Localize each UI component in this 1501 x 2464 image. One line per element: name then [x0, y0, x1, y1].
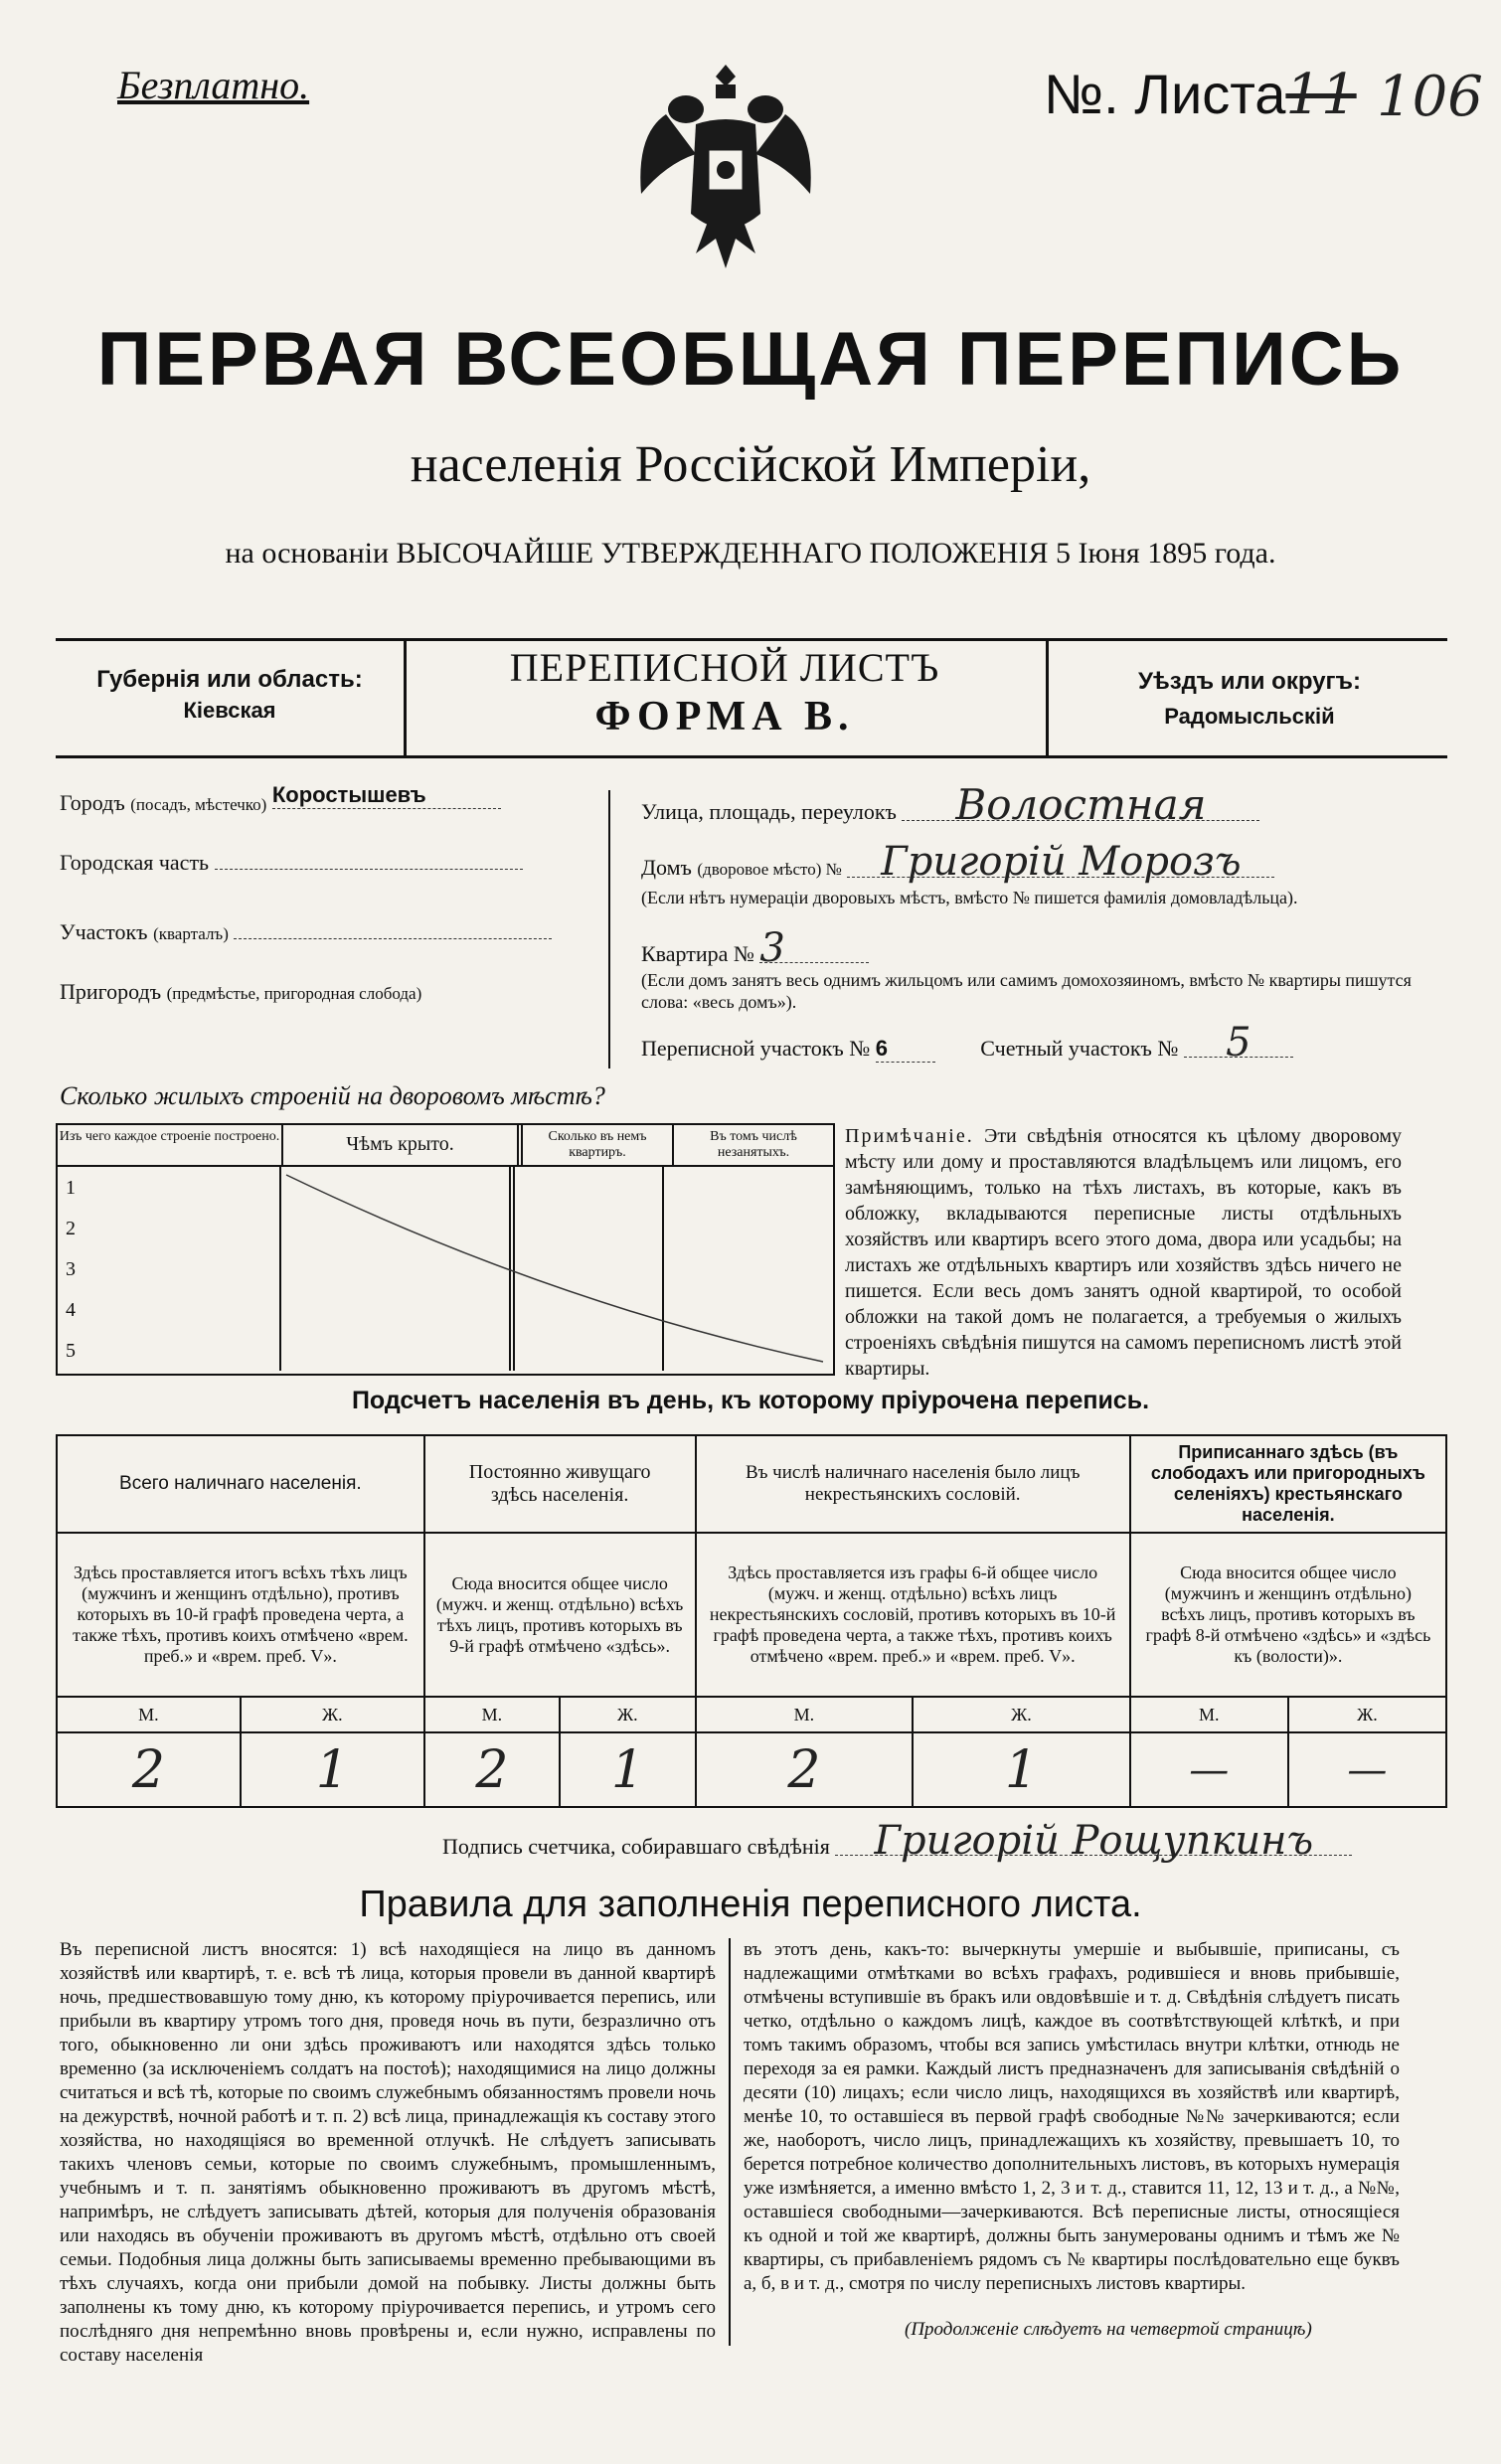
count-area-value: 5	[1184, 1029, 1293, 1058]
population-head-row	[57, 1435, 1446, 1533]
building-row-number: 3	[58, 1248, 281, 1289]
precinct-hint: (кварталъ)	[153, 924, 229, 943]
pop-m-value-0: 2	[57, 1732, 241, 1807]
population-mf-row	[57, 1697, 1446, 1732]
pop-desc-0: Здѣсь проставляется итогъ всѣхъ тѣхъ лицъ (мужчинъ и женщинъ отдѣльно), противъ которыхъ въ 10-й графѣ проведена черта, а также тѣхъ, противъ коихъ отмѣчено «врем. преб.» и «врем. преб. V».	[57, 1533, 424, 1697]
pop-f-value-0: 1	[241, 1732, 424, 1807]
signature-value: Григорій Рощупкинъ	[835, 1827, 1352, 1856]
pop-f-label-3: Ж.	[1288, 1697, 1446, 1732]
house-hint: (дворовое мѣсто) №	[697, 860, 842, 879]
house-row	[641, 839, 1436, 885]
page-subtitle: населенія Россійской Имперіи,	[410, 436, 1091, 493]
district-label: Уѣздъ или округъ:	[1137, 668, 1362, 695]
precinct-row	[60, 919, 552, 945]
pop-desc-1: Сюда вносится общее число (мужч. и женщ. отдѣльно) всѣхъ тѣхъ лицъ, противъ которыхъ въ 9-й графѣ отмѣчено «здѣсь».	[424, 1533, 696, 1697]
province-box	[56, 638, 407, 755]
buildings-header-vacant: Въ томъ числѣ незанятыхъ.	[710, 1129, 797, 1160]
pop-head-3: Приписаннаго здѣсь (въ слободахъ или пригородныхъ селеніяхъ) крестьянскаго населенія.	[1130, 1435, 1446, 1533]
pop-f-label-2: Ж.	[913, 1697, 1130, 1732]
rules-continued: (Продолженіе слѣдуетъ на четвертой страницѣ)	[905, 2319, 1312, 2340]
suburb-row	[60, 979, 421, 1005]
buildings-question: Сколько жилыхъ строеній на дворовомъ мѣстѣ?	[60, 1081, 605, 1110]
house-note: (Если нѣтъ нумераціи дворовыхъ мѣстъ, вмѣсто № пишется фамилія домовладѣльца).	[641, 888, 1298, 907]
signature-label: Подпись счетчика, собиравшаго свѣдѣнія	[442, 1834, 830, 1859]
building-row-number: 2	[58, 1208, 281, 1248]
signature-row	[442, 1818, 1436, 1864]
building-row-number: 1	[58, 1167, 281, 1208]
street-value: Волостная	[902, 790, 1259, 821]
town-row	[60, 782, 596, 817]
building-row-number: 4	[58, 1289, 281, 1330]
strike-through-line	[58, 1165, 833, 1374]
street-label: Улица, площадь, переулокъ	[641, 799, 897, 824]
province-value: Кіевская	[183, 698, 276, 723]
city-part-label: Городская часть	[60, 850, 210, 875]
pop-m-label-3: М.	[1130, 1697, 1288, 1732]
pop-f-value-1: 1	[560, 1732, 695, 1807]
pop-f-label-1: Ж.	[560, 1697, 695, 1732]
pop-head-1: Постоянно живущаго здѣсь населенія.	[424, 1435, 696, 1533]
coat-of-arms-icon	[626, 55, 825, 293]
address-divider	[608, 790, 610, 1068]
areas-row	[641, 1020, 1436, 1066]
province-label: Губернія или область:	[96, 666, 363, 693]
population-title: Подсчетъ населенія въ день, къ которому пріурочена перепись.	[351, 1387, 1150, 1414]
census-area-value: 6	[876, 1036, 935, 1063]
town-label: Городъ	[60, 790, 125, 815]
pop-desc-2: Здѣсь проставляется изъ графы 6-й общее число (мужч. и женщ. отдѣльно) всѣхъ лицъ некрестьянскихъ сословій, противъ которыхъ въ 10-й графѣ проведена черта, а также тѣхъ, противъ коихъ отмѣчено «врем. преб.» и «врем. преб. V».	[696, 1533, 1130, 1697]
building-row-number: 5	[58, 1330, 281, 1371]
buildings-header-row	[58, 1125, 833, 1167]
population-table	[56, 1434, 1447, 1808]
apartment-row	[641, 925, 869, 971]
pop-m-label-1: М.	[424, 1697, 560, 1732]
rules-title: Правила для заполненія переписного листа.	[359, 1884, 1142, 1925]
district-value: Радомысльскій	[1164, 704, 1335, 729]
house-value: Григорій Морозъ	[847, 847, 1274, 878]
count-area-label: Счетный участокъ №	[980, 1036, 1179, 1061]
buildings-header-material: Изъ чего каждое строеніе построено.	[58, 1125, 283, 1165]
district-box	[1046, 638, 1450, 755]
pop-f-value-3: —	[1288, 1732, 1446, 1807]
town-hint: (посадъ, мѣстечко)	[130, 795, 267, 814]
population-values-row	[57, 1732, 1446, 1807]
pop-m-value-1: 2	[424, 1732, 560, 1807]
census-area-label: Переписной участокъ №	[641, 1036, 871, 1061]
buildings-note-title: Примѣчаніе.	[845, 1125, 974, 1147]
pop-m-label-2: М.	[696, 1697, 914, 1732]
header-rule-bottom	[56, 755, 1447, 758]
suburb-hint: (предмѣстье, пригородная слобода)	[166, 984, 422, 1003]
buildings-note-text: Эти свѣдѣнія относятся къ цѣлому дворовому мѣсту или дому и проставляются владѣльцемъ или лицомъ, его замѣняющимъ, только на тѣхъ листахъ, въ которые, какъ въ обложку, вкладываются переписные листы отдѣльныхъ хозяйствъ или квартиръ всего этого дома, двора или усадьбы; на листахъ же отдѣльныхъ квартиръ или хозяйствъ здѣсь ничего не пишется. Если весь домъ занятъ одной квартирой, то особой обложки на такой домъ не полагается, а требуемыя о жилыхъ строеніяхъ свѣдѣнія пишутся на самомъ переписномъ листѣ этой квартиры.	[845, 1125, 1403, 1380]
pop-f-label-0: Ж.	[241, 1697, 424, 1732]
sheet-number-handwritten: 106	[1377, 65, 1483, 129]
buildings-table	[56, 1123, 835, 1376]
rules-right-column: въ этотъ день, какъ-то: вычеркнуты умершіе и выбывшіе, приписаны, съ надлежащими отмѣтками во всѣхъ графахъ, родившіеся и вновь прибывшіе, отмѣчены вступившіе въ бракъ или овдовѣвшіе и т. д. Свѣдѣнія слѣдуетъ писать четко, отдѣльно о каждомъ лицѣ, каждое въ соотвѣтствующей клѣткѣ, и при томъ такимъ образомъ, чтобы вся запись умѣстилась внутри клѣтки, отнюдь не переходя за ея рамки. Каждый листъ предназначенъ для записыванія свѣдѣній о десяти (10) лицахъ; если число лицъ, находящихся въ хозяйствѣ или квартирѣ, менѣе 10, то оставшіеся въ первой графѣ свободные №№ зачеркиваются; если же, наоборотъ, число лицъ, принадлежащихъ къ хозяйству, превышаетъ 10, то берется потребное количество дополнительныхъ листовъ, въ которыхъ нумерація уже измѣняется, а именно вмѣсто 1, 2, 3 и т. д., ставится 11, 12, 13 и т. д., а №№, оставшіеся свободными—зачеркиваются. Всѣ переписные листы, относящіеся къ одной и той же квартирѣ, должны быть занумерованы однимъ и тѣмъ же № квартиры, съ прибавленіемъ рядомъ съ № квартиры послѣдовательно еще буквъ а, б, в и т. д., смотря по числу переписныхъ листовъ квартиры.	[744, 1939, 1400, 2294]
apartment-label: Квартира №	[641, 941, 754, 966]
sheet-title: ПЕРЕПИСНОЙ ЛИСТЪ	[509, 645, 940, 690]
town-value: Коростышевъ	[272, 782, 501, 809]
form-name: ФОРМА В.	[594, 694, 855, 739]
form-title-box	[407, 638, 1043, 755]
pop-f-value-2: 1	[913, 1732, 1130, 1807]
city-part-row	[60, 850, 523, 876]
pop-desc-3: Сюда вносится общее число (мужчинъ и женщинъ отдѣльно) всѣхъ лицъ, противъ которыхъ въ графѣ 8-й отмѣчено «здѣсь» и «здѣсь къ (волости)».	[1130, 1533, 1446, 1697]
pop-head-0: Всего наличнаго населенія.	[57, 1435, 424, 1533]
pop-head-2: Въ числѣ наличнаго населенія было лицъ некрестьянскихъ сословій.	[696, 1435, 1130, 1533]
apartment-value: 3	[759, 934, 869, 963]
sheet-number-label: №. Листа	[1044, 63, 1286, 125]
population-desc-row	[57, 1533, 1446, 1697]
rules-left-column: Въ переписной листъ вносятся: 1) всѣ находящіеся на лицо въ данномъ хозяйствѣ или квартирѣ, т. е. всѣ тѣ лица, которыя провели въ данной квартирѣ ночь, предшествовавшую тому дню, къ которому пріурочивается перепись, или прибыли въ квартиру утромъ того дня, проведя ночь въ пути, безразлично отъ того, обыкновенно ли они здѣсь проживаютъ или находятся здѣсь только временно (за исключеніемъ солдатъ на постоѣ); находящимися на лицо должны считаться и всѣ тѣ, которые по своимъ служебнымъ обязанностямъ провели ночь на дежурствѣ, ночной работѣ и т. п. 2) всѣ лица, принадлежащія къ составу этого хозяйства, но находящіяся во временной отлучкѣ. Не слѣдуетъ записывать такихъ членовъ семьи, которые по своимъ служебнымъ, промышленнымъ, учебнымъ и т. п. занятіямъ обыкновенно проживаютъ въ другомъ мѣстѣ, напримѣръ, не слѣдуетъ записывать дѣтей, которыя для полученія образованія или находясь въ обученіи проживаютъ въ другомъ мѣстѣ, отдѣльно отъ своей семьи. Подобныя лица должны быть записываемы временно пребывающими въ тѣхъ случаяхъ, когда они прибыли домой на побывку. Листы должны быть заполнены къ тому дню, къ которому пріурочивается перепись, и утромъ сего послѣдняго дня непремѣнно вновь провѣрены и, если нужно, исправлены по составу населенія	[60, 1939, 716, 2366]
free-label: Безплатно.	[117, 63, 310, 107]
city-part-field	[215, 869, 523, 870]
buildings-note	[845, 1123, 1402, 1382]
precinct-label: Участокъ	[60, 919, 148, 944]
buildings-header-roof: Чѣмъ крыто.	[283, 1125, 523, 1165]
apartment-note: (Если домъ занятъ весь однимъ жильцомъ или самимъ домохозяиномъ, вмѣсто № квартиры пишутся слова: «весь домъ»).	[641, 970, 1412, 1012]
street-row	[641, 780, 1436, 829]
decree-line: на основаніи ВЫСОЧАЙШЕ УТВЕРЖДЕННАГО ПОЛОЖЕНІЯ 5 Іюня 1895 года.	[225, 537, 1276, 570]
sheet-number-struck: 11	[1285, 63, 1357, 127]
precinct-field	[234, 938, 552, 939]
pop-m-value-3: —	[1130, 1732, 1288, 1807]
pop-m-label-0: М.	[57, 1697, 241, 1732]
buildings-header-apartments: Сколько въ немъ квартиръ.	[523, 1125, 674, 1165]
sheet-number	[1044, 62, 1357, 127]
pop-m-value-2: 2	[696, 1732, 914, 1807]
suburb-label: Пригородъ	[60, 979, 162, 1004]
page-title: ПЕРВАЯ ВСЕОБЩАЯ ПЕРЕПИСЬ	[96, 317, 1405, 402]
house-label: Домъ	[641, 855, 692, 880]
rules-divider	[729, 1938, 731, 2346]
